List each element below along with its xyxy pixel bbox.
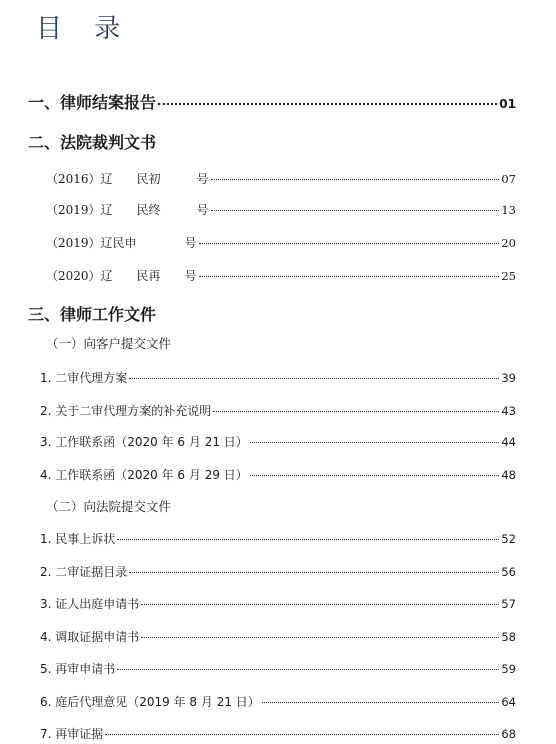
toc-item-label: （2016）辽 民初 号: [46, 172, 209, 186]
toc-item-label: 6. 庭后代理意见（2019 年 8 月 21 日）: [40, 695, 260, 709]
toc-section-2[interactable]: [28, 130, 516, 153]
toc-court-doc-4[interactable]: [40, 628, 516, 645]
dot-leader: [213, 411, 499, 412]
dot-leader: [211, 179, 500, 180]
dot-leader: [262, 702, 500, 703]
toc-item-label: 2. 二审证据目录: [40, 565, 128, 579]
toc-court-doc-3[interactable]: [40, 595, 516, 612]
dot-leader: [211, 210, 500, 211]
toc-item-label: 1. 二审代理方案: [40, 371, 128, 385]
toc-item-label: 2. 关于二审代理方案的补充说明: [40, 404, 212, 418]
toc-item-page: 39: [501, 371, 516, 385]
dot-leader: [250, 442, 500, 443]
toc-court-doc-6[interactable]: [40, 693, 516, 710]
toc-client-doc-3[interactable]: [40, 433, 516, 450]
toc-item-page: 64: [501, 695, 516, 709]
toc-item-label: （2019）辽 民终 号: [46, 203, 209, 217]
toc-client-doc-1[interactable]: [40, 369, 516, 386]
toc-item-page: 25: [501, 269, 516, 283]
toc-item-page: 20: [501, 236, 516, 250]
toc-item-page: 68: [501, 727, 516, 741]
toc-court-doc-2[interactable]: [40, 563, 516, 580]
toc-court-doc-7[interactable]: [40, 725, 516, 742]
toc-court-doc-5[interactable]: [40, 660, 516, 677]
toc-item-label: 5. 再审申请书: [40, 662, 116, 676]
dot-leader: [199, 243, 500, 244]
dot-leader: [141, 637, 499, 638]
toc-item-page: 57: [501, 597, 516, 611]
toc-item-label: （2019）辽民申 号: [46, 236, 197, 250]
toc-section-1-page: 01: [499, 97, 516, 111]
toc-item-label: 4. 调取证据申请书: [40, 630, 140, 644]
toc-item-label: （2020）辽 民再 号: [46, 269, 197, 283]
toc-subsection-court[interactable]: （二）向法院提交文件: [46, 499, 172, 514]
toc-court-doc-1[interactable]: [40, 530, 516, 547]
dot-leader: [129, 572, 499, 573]
toc-section-1-label: 一、律师结案报告: [28, 93, 157, 112]
toc-item-label: 4. 工作联系函（2020 年 6 月 29 日）: [40, 468, 248, 482]
dot-leader: [141, 604, 499, 605]
toc-item-label: 3. 证人出庭申请书: [40, 597, 140, 611]
dot-leader: [199, 276, 500, 277]
dot-leader: [117, 669, 499, 670]
toc-item-page: 56: [501, 565, 516, 579]
toc-item-label: 3. 工作联系函（2020 年 6 月 21 日）: [40, 435, 248, 449]
toc-judgment-2[interactable]: [46, 201, 516, 218]
dot-leader: [129, 378, 499, 379]
toc-section-1[interactable]: [28, 90, 516, 113]
toc-item-page: 13: [501, 203, 516, 217]
toc-judgment-1[interactable]: [46, 170, 516, 187]
toc-subsection-client[interactable]: （一）向客户提交文件: [46, 336, 172, 351]
toc-item-page: 58: [501, 630, 516, 644]
toc-section-3-label: 三、律师工作文件: [28, 305, 157, 324]
toc-item-label: 1. 民事上诉状: [40, 532, 116, 546]
toc-item-page: 52: [501, 532, 516, 546]
dot-leader: [117, 539, 499, 540]
toc-section-3[interactable]: [28, 302, 516, 325]
toc-item-page: 43: [501, 404, 516, 418]
toc-item-page: 48: [501, 468, 516, 482]
toc-item-label: 7. 再审证据: [40, 727, 104, 741]
toc-item-page: 59: [501, 662, 516, 676]
toc-judgment-4[interactable]: [46, 267, 516, 284]
dot-leader: [158, 103, 497, 105]
toc-item-page: 07: [501, 172, 516, 186]
toc-item-page: 44: [501, 435, 516, 449]
toc-client-doc-4[interactable]: [40, 466, 516, 483]
toc-section-2-label: 二、法院裁判文书: [28, 133, 157, 152]
toc-client-doc-2[interactable]: [40, 402, 516, 419]
page-title: 目 录: [36, 14, 133, 44]
dot-leader: [105, 734, 499, 735]
toc-judgment-3[interactable]: [46, 234, 516, 251]
dot-leader: [250, 475, 500, 476]
